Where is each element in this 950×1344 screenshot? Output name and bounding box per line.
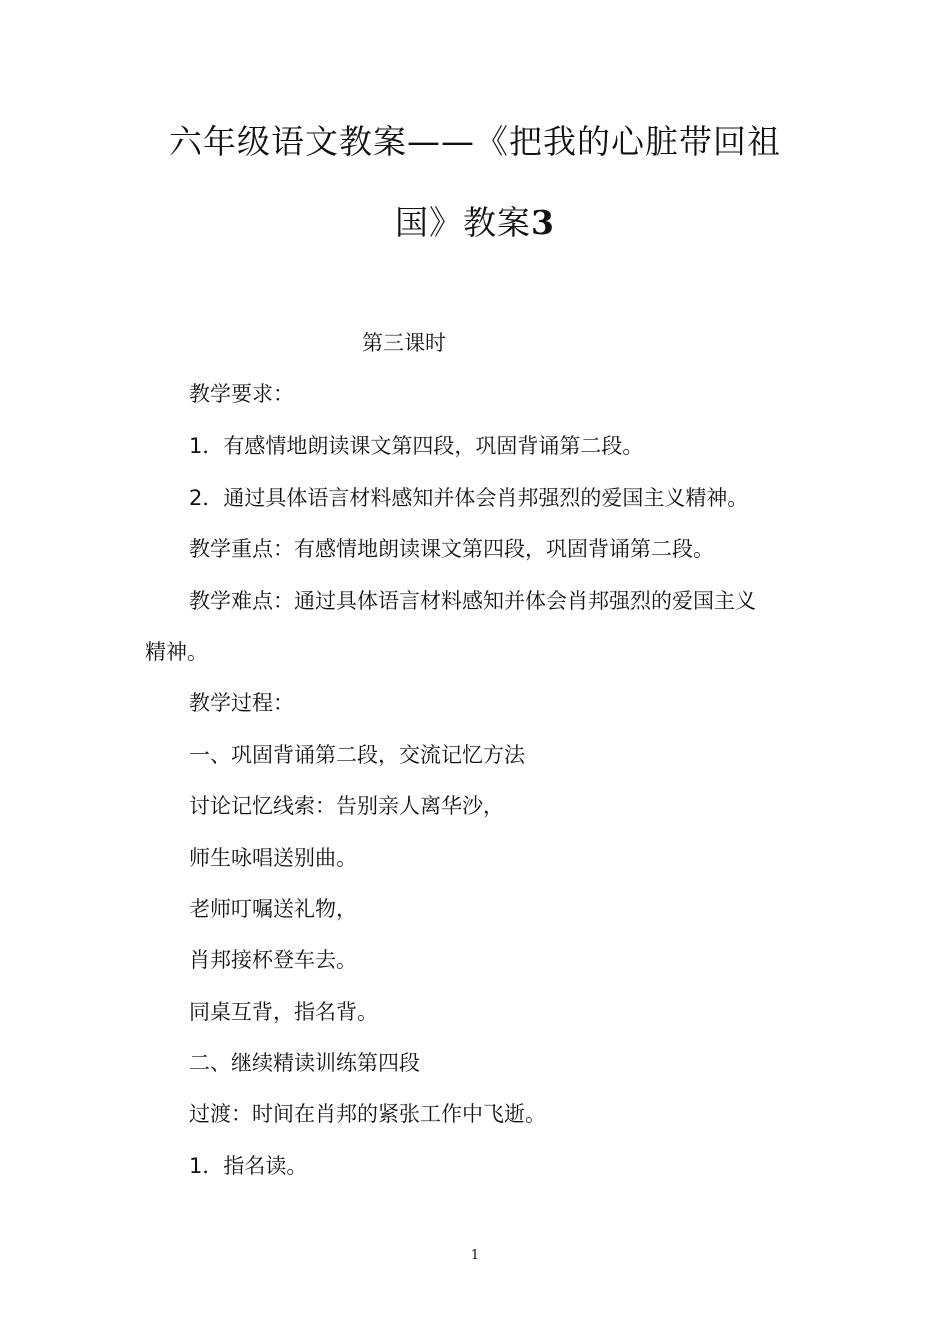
paragraph-memory-clue-2: 师生咏唱送别曲。 [189, 846, 357, 870]
paragraph-requirement-1: 1．有感情地朗读课文第四段，巩固背诵第二段。 [189, 434, 644, 458]
paragraph-requirement-2: 2．通过具体语言材料感知并体会肖邦强烈的爱国主义精神。 [189, 486, 749, 510]
paragraph-transition: 过渡：时间在肖邦的紧张工作中飞逝。 [189, 1102, 546, 1126]
section-heading-2: 二、继续精读训练第四段 [189, 1051, 420, 1075]
paragraph-teaching-process: 教学过程： [189, 691, 294, 715]
paragraph-step-1: 1．指名读。 [189, 1154, 308, 1178]
document-title-line-2-text: 国》教案 [395, 203, 532, 242]
section-heading-1: 一、巩固背诵第二段，交流记忆方法 [189, 743, 525, 767]
paragraph-teaching-difficulty: 教学难点：通过具体语言材料感知并体会肖邦强烈的爱国主义 [189, 589, 756, 613]
document-title-number: 3 [531, 203, 555, 242]
paragraph-memory-clue-4: 肖邦接杯登车去。 [189, 948, 357, 972]
page-number: 1 [470, 1248, 480, 1263]
paragraph-memory-clue-3: 老师叮嘱送礼物， [189, 897, 357, 921]
paragraph-memory-clues: 讨论记忆线索：告别亲人离华沙， [189, 794, 504, 818]
paragraph-teaching-requirements: 教学要求： [189, 382, 294, 406]
document-title-line-2 [0, 203, 950, 243]
paragraph-teaching-difficulty-continued: 精神。 [145, 640, 208, 664]
paragraph-peer-recite: 同桌互背，指名背。 [189, 1000, 378, 1024]
document-title-line-1: 六年级语文教案——《把我的心脏带回祖 [169, 122, 781, 161]
lesson-subtitle: 第三课时 [362, 331, 446, 355]
paragraph-teaching-focus: 教学重点：有感情地朗读课文第四段，巩固背诵第二段。 [189, 537, 714, 561]
